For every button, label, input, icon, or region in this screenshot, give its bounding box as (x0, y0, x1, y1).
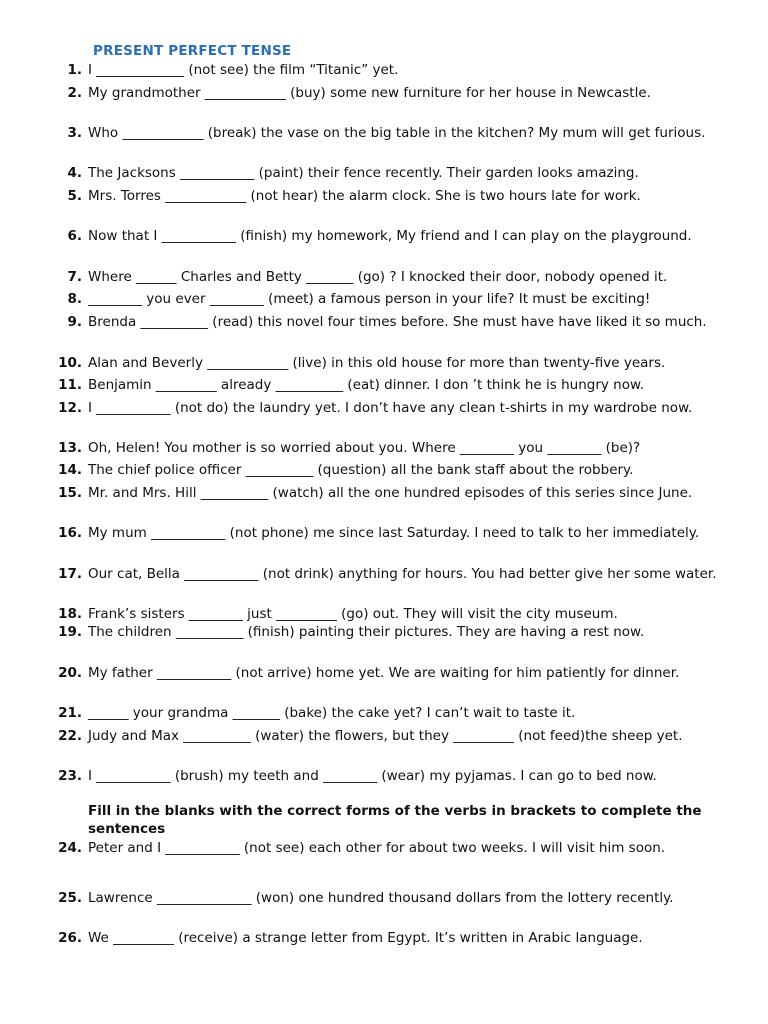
item-text: My mum ___________ (not phone) me since last Saturday. I need to talk to her immediately. (88, 525, 700, 541)
item-number: 21. (58, 705, 82, 721)
item-number: 19. (58, 624, 82, 640)
item-text: We _________ (receive) a strange letter from Egypt. It’s written in Arabic language. (88, 930, 643, 946)
item-text: Now that I ___________ (finish) my homework, My friend and I can play on the playground. (88, 228, 692, 244)
item-text: Our cat, Bella ___________ (not drink) anything for hours. You had better give her some water. (88, 566, 717, 582)
item-text: Brenda __________ (read) this novel four times before. She must have have liked it so much. (88, 314, 707, 330)
item-text: I _____________ (not see) the film “Titanic” yet. (88, 62, 399, 78)
item-number: 9. (67, 314, 82, 330)
item-text: My grandmother ____________ (buy) some new furniture for her house in Newcastle. (88, 85, 651, 101)
item-text: ________ you ever ________ (meet) a famous person in your life? It must be exciting! (88, 291, 651, 307)
item-number: 2. (67, 85, 82, 101)
item-text: The children __________ (finish) painting their pictures. They are having a rest now. (88, 624, 645, 640)
item-number: 25. (58, 890, 82, 906)
item-text: Oh, Helen! You mother is so worried about you. Where ________ you ________ (be)? (88, 440, 641, 456)
item-text: Alan and Beverly ____________ (live) in this old house for more than twenty-five years. (88, 355, 666, 371)
item-text: I ___________ (brush) my teeth and ________ (wear) my pyjamas. I can go to bed now. (88, 768, 657, 784)
item-number: 5. (67, 188, 82, 204)
item-number: 3. (67, 125, 82, 141)
item-number: 16. (58, 525, 82, 541)
item-number: 1. (67, 62, 82, 78)
item-text: The chief police officer __________ (question) all the bank staff about the robbery. (88, 462, 634, 478)
item-text: The Jacksons ___________ (paint) their fence recently. Their garden looks amazing. (88, 165, 639, 181)
item-number: 24. (58, 840, 82, 856)
item-text: Benjamin _________ already __________ (eat) dinner. I don ’t think he is hungry now. (88, 377, 645, 393)
item-text: Mr. and Mrs. Hill __________ (watch) all the one hundred episodes of this series since June. (88, 485, 693, 501)
item-text: Judy and Max __________ (water) the flowers, but they _________ (not feed)the sheep yet. (88, 728, 683, 744)
item-number: 7. (67, 269, 82, 285)
item-text: Who ____________ (break) the vase on the big table in the kitchen? My mum will get furious. (88, 125, 706, 141)
item-text: Frank’s sisters ________ just _________ (go) out. They will visit the city museum. (88, 606, 618, 622)
instruction-heading: Fill in the blanks with the correct forms of the verbs in brackets to complete the sentences (88, 803, 702, 837)
item-number: 4. (67, 165, 82, 181)
item-number: 20. (58, 665, 82, 681)
item-number: 6. (67, 228, 82, 244)
item-number: 15. (58, 485, 82, 501)
item-number: 17. (58, 566, 82, 582)
item-number: 13. (58, 440, 82, 456)
item-text: ______ your grandma _______ (bake) the cake yet? I can’t wait to taste it. (88, 705, 576, 721)
item-number: 22. (58, 728, 82, 744)
item-number: 18. (58, 606, 82, 622)
item-text: Where ______ Charles and Betty _______ (go) ? I knocked their door, nobody opened it. (88, 269, 668, 285)
item-text: My father ___________ (not arrive) home yet. We are waiting for him patiently for dinner. (88, 665, 680, 681)
item-number: 10. (58, 355, 82, 371)
item-number: 11. (58, 377, 82, 393)
item-text: Peter and I ___________ (not see) each other for about two weeks. I will visit him soon. (88, 840, 666, 856)
item-text: I ___________ (not do) the laundry yet. I don’t have any clean t-shirts in my wardrobe now. (88, 400, 693, 416)
item-text: Lawrence ______________ (won) one hundred thousand dollars from the lottery recently. (88, 890, 674, 906)
item-text: Mrs. Torres ____________ (not hear) the alarm clock. She is two hours late for work. (88, 188, 641, 204)
item-number: 14. (58, 462, 82, 478)
item-number: 26. (58, 930, 82, 946)
item-number: 8. (67, 291, 82, 307)
item-number: 23. (58, 768, 82, 784)
page-title: PRESENT PERFECT TENSE (93, 43, 292, 59)
item-number: 12. (58, 400, 82, 416)
